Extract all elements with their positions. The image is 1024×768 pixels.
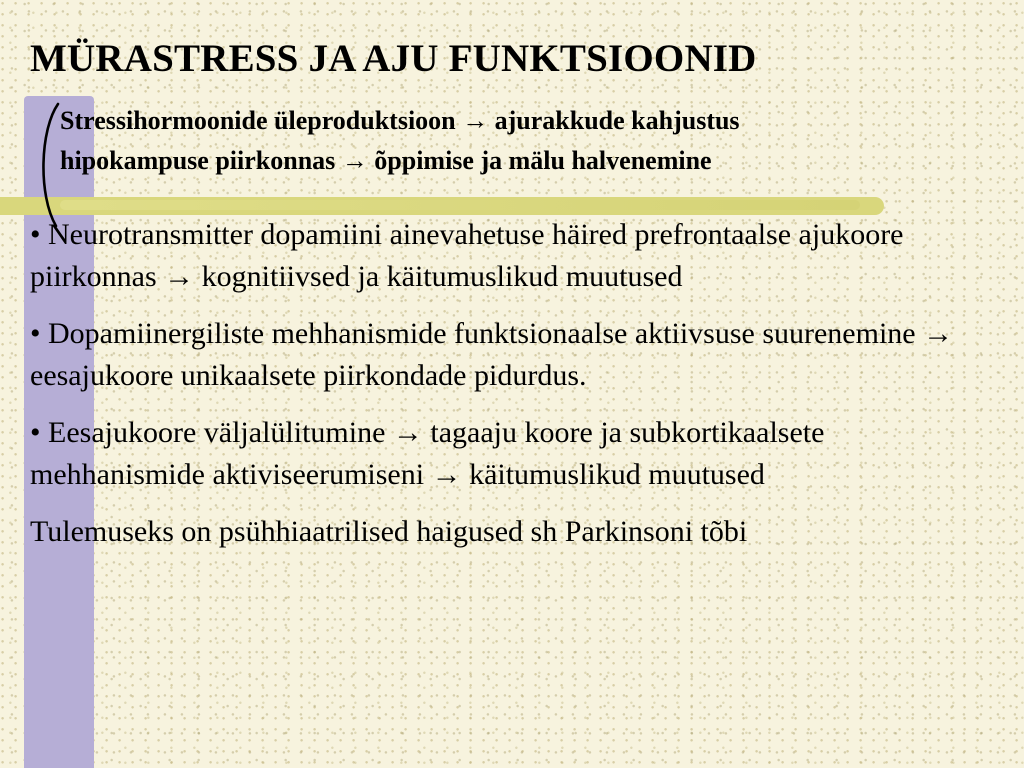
slide-title: MÜRASTRESS JA AJU FUNKTSIOONID — [30, 37, 757, 80]
subtitle-line: hipokampuse piirkonnas → õppimise ja mälu halvenemine — [60, 146, 712, 175]
horizontal-accent-bar — [0, 197, 884, 215]
conclusion-text: Tulemuseks on psühhiaatrilised haigused sh Parkinsoni tõbi — [30, 515, 748, 548]
slide-subtitle — [60, 101, 740, 181]
slide-body — [30, 214, 1005, 553]
bullet-item: • Neurotransmitter dopamiini ainevahetuse häired prefrontaalse ajukoore piirkonnas → kognitiivsed ja käitumuslikud muutused — [30, 218, 904, 293]
bullet-item: • Eesajukoore väljalülitumine → tagaaju koore ja subkortikaalsete mehhanismide aktiviseerumiseni → käitumuslikud muutused — [30, 416, 825, 491]
subtitle-line: Stressihormoonide üleproduktsioon → ajurakkude kahjustus — [60, 106, 740, 135]
bullet-item: • Dopamiinergiliste mehhanismide funktsionaalse aktiivsuse suurenemine → eesajukoore unikaalsete piirkondade pidurdus. — [30, 317, 954, 392]
